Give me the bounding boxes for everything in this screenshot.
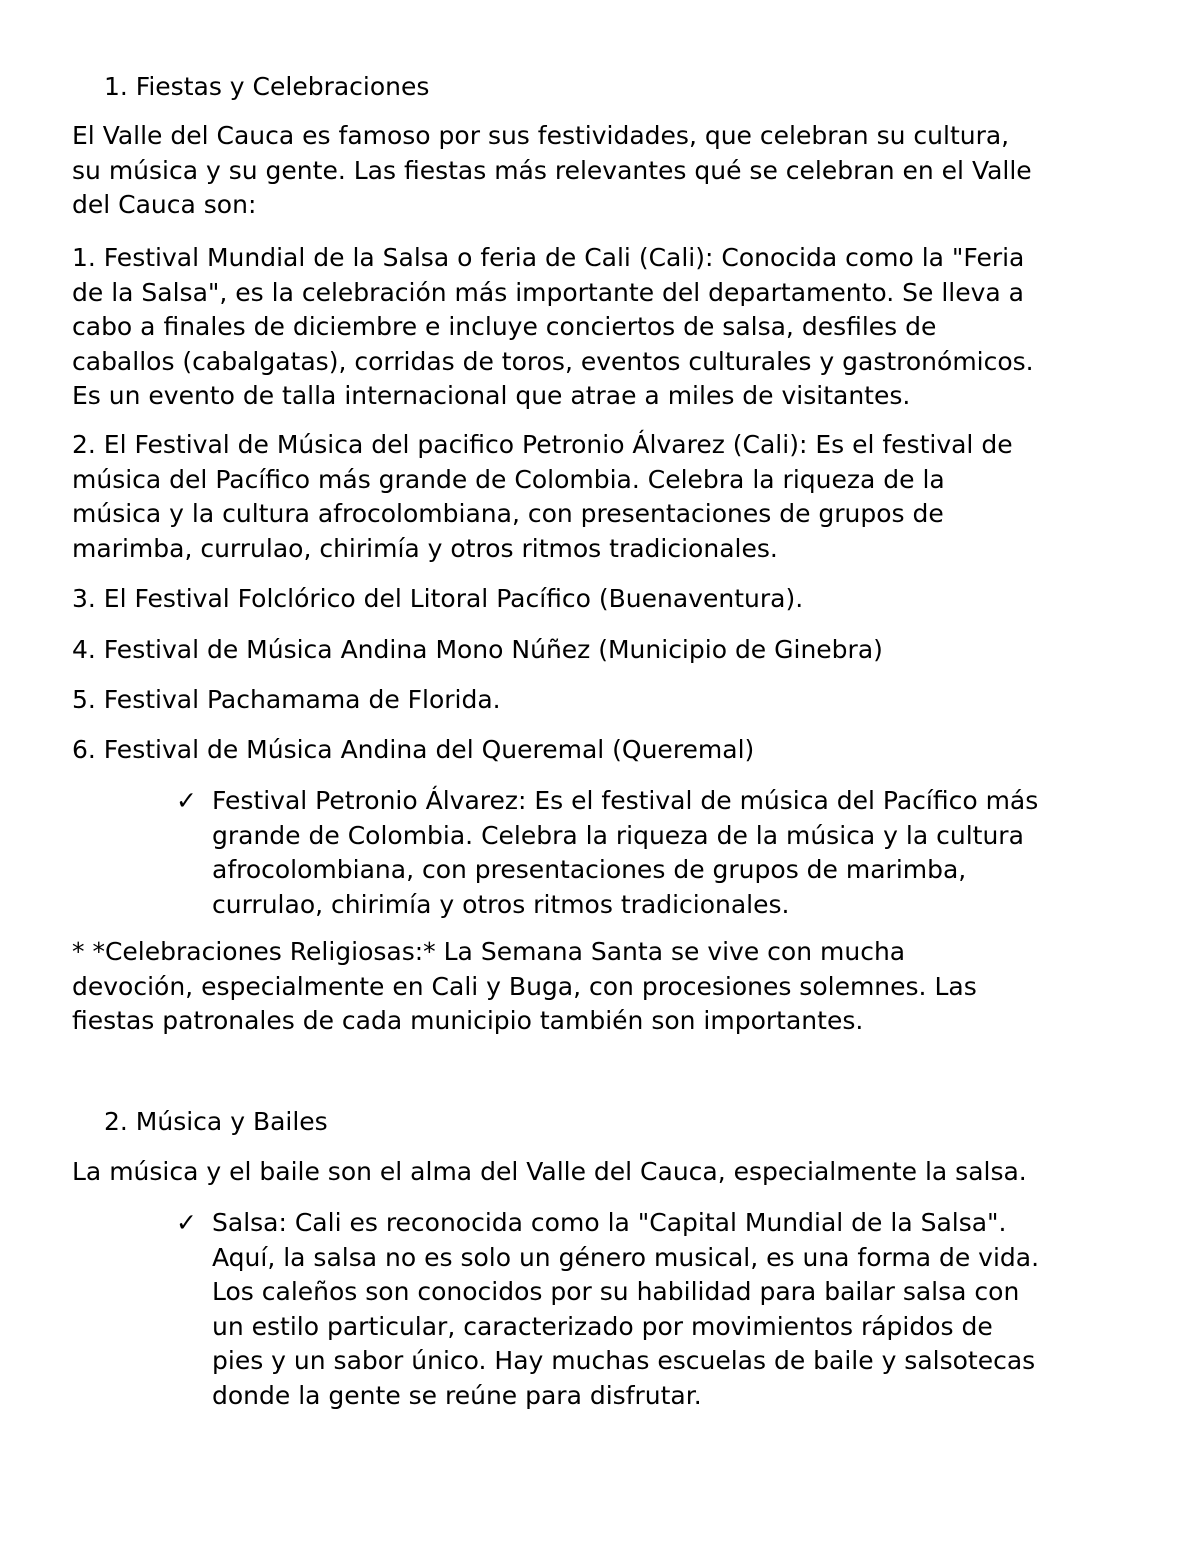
- list-item-petronio-alvarez: 2. El Festival de Música del pacifico Petronio Álvarez (Cali): Es el festival de música del Pacífico más grande de Colombia. Celebra la riqueza de la música y la cultura afrocolombiana, con presentaciones de grupos de marimba, currulao, chirimía y otros ritmos tradicionales.: [72, 430, 1013, 563]
- list-item-folclorico-litoral: 3. El Festival Folclórico del Litoral Pacífico (Buenaventura).: [72, 584, 804, 613]
- list-item-mono-nunez: 4. Festival de Música Andina Mono Núñez (Municipio de Ginebra): [72, 635, 883, 664]
- section-heading-musica: 2. Música y Bailes: [104, 1107, 328, 1136]
- religious-celebrations-paragraph: * *Celebraciones Religiosas:* La Semana Santa se vive con mucha devoción, especialmente en Cali y Buga, con procesiones solemnes. Las fiestas patronales de cada municipio también son importantes.: [72, 937, 977, 1035]
- checkmark-icon: ✓: [176, 1208, 197, 1237]
- fiestas-intro-paragraph: El Valle del Cauca es famoso por sus festividades, que celebran su cultura, su música y su gente. Las fiestas más relevantes qué se celebran en el Valle del Cauca son:: [72, 121, 1032, 219]
- musica-intro-paragraph: La música y el baile son el alma del Valle del Cauca, especialmente la salsa.: [72, 1157, 1027, 1186]
- list-item-pachamama: 5. Festival Pachamama de Florida.: [72, 685, 501, 714]
- checklist-text: Festival Petronio Álvarez: Es el festival de música del Pacífico más grande de Colombia. Celebra la riqueza de la música y la cultura afrocolombiana, con presentaciones de grupos de marimba, currulao, chirimía y otros ritmos tradicionales.: [212, 786, 1039, 919]
- list-item-queremal: 6. Festival de Música Andina del Queremal (Queremal): [72, 735, 755, 764]
- list-item-feria-de-cali: 1. Festival Mundial de la Salsa o feria de Cali (Cali): Conocida como la "Feria de la Salsa", es la celebración más importante del departamento. Se lleva a cabo a finales de diciembre e incluye conciertos de salsa, desfiles de caballos (cabalgatas), corridas de toros, eventos culturales y gastronómicos. Es un evento de talla internacional que atrae a miles de visitantes.: [72, 243, 1034, 410]
- checkmark-icon: ✓: [176, 786, 197, 815]
- section-heading-fiestas: 1. Fiestas y Celebraciones: [104, 72, 430, 101]
- checklist-text: Salsa: Cali es reconocida como la "Capital Mundial de la Salsa". Aquí, la salsa no es solo un género musical, es una forma de vida. Los caleños son conocidos por su habilidad para bailar salsa con un estilo particular, caracterizado por movimientos rápidos de pies y un sabor único. Hay muchas escuelas de baile y salsotecas donde la gente se reúne para disfrutar.: [212, 1208, 1040, 1410]
